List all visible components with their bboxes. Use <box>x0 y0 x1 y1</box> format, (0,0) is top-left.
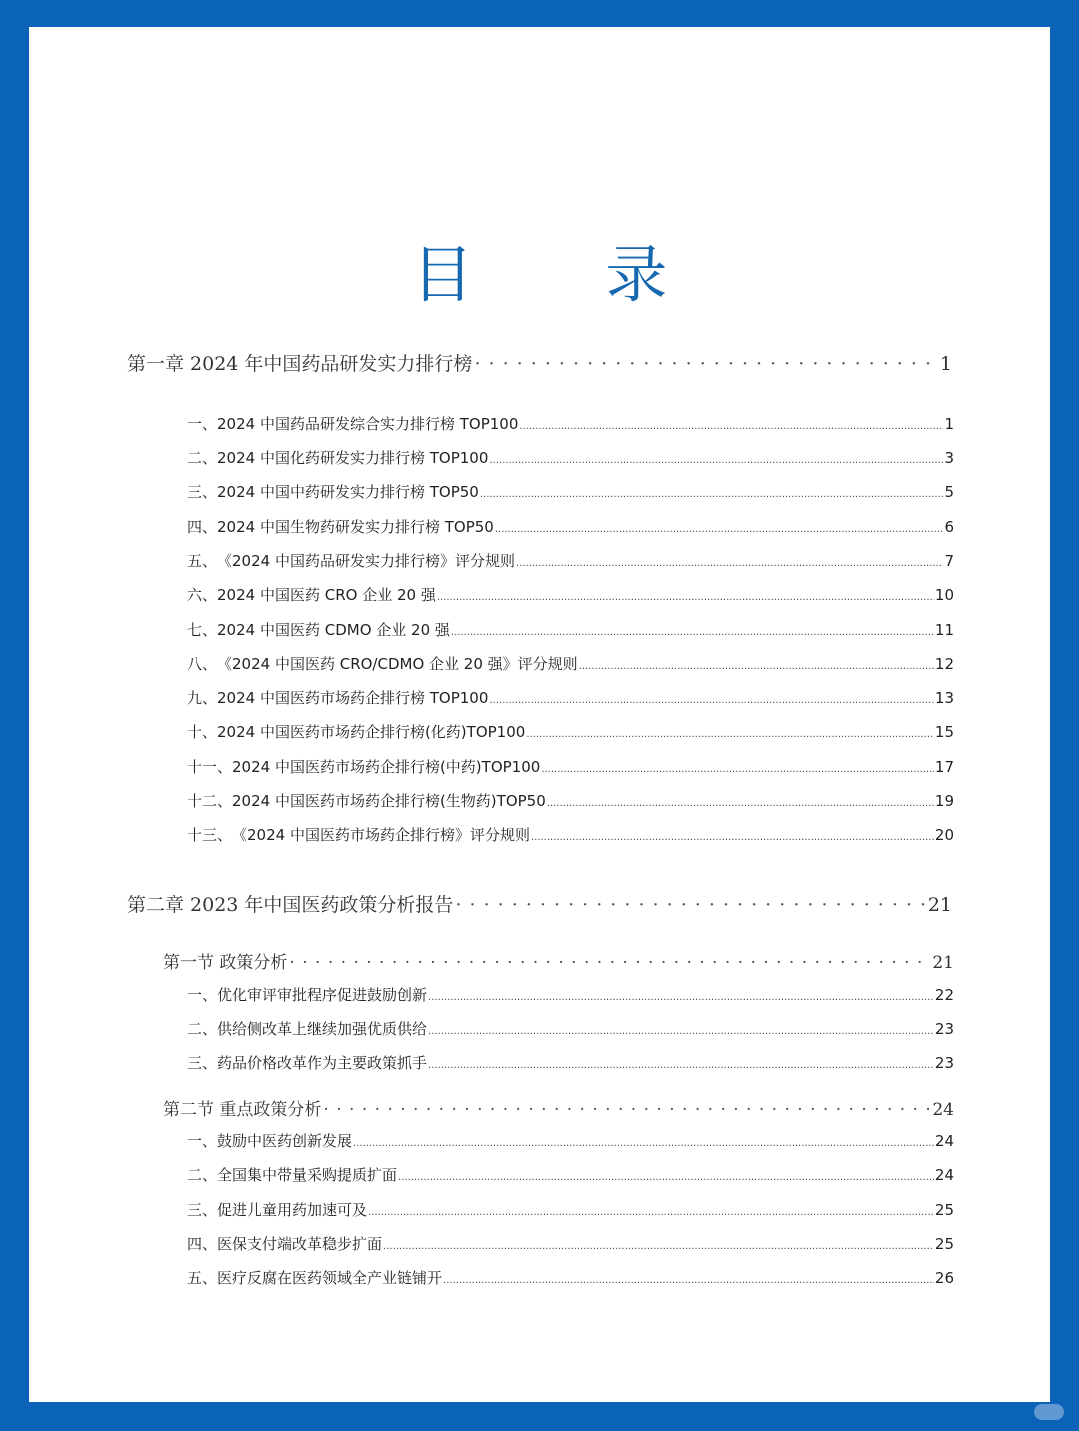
item-page-number: 19 <box>934 792 954 810</box>
item-number: 五、 <box>187 552 218 570</box>
item-number: 十、 <box>187 723 218 741</box>
item-label: 全国集中带量采购提质扩面 <box>217 1166 398 1184</box>
toc-section-1[interactable] <box>163 948 954 973</box>
toc-item[interactable] <box>187 516 954 537</box>
item-page-number: 13 <box>934 689 954 707</box>
dot-leader <box>443 1269 934 1287</box>
toc-item[interactable] <box>187 1164 954 1185</box>
toc-item[interactable] <box>187 790 954 811</box>
item-page-number: 25 <box>934 1235 954 1253</box>
toc-item[interactable] <box>187 1018 954 1039</box>
toc-item[interactable] <box>187 721 954 742</box>
item-number: 四、 <box>187 1235 218 1253</box>
toc-item[interactable] <box>187 619 954 640</box>
item-page-number: 12 <box>934 655 954 673</box>
item-page-number: 24 <box>934 1132 954 1150</box>
dot-leader <box>428 1054 934 1072</box>
item-number: 三、 <box>187 483 218 501</box>
item-page-number: 20 <box>934 826 954 844</box>
item-number: 九、 <box>187 689 218 707</box>
toc-item[interactable] <box>187 584 954 605</box>
toc-section-2[interactable] <box>163 1095 954 1120</box>
item-label: 2024 中国医药市场药企排行榜(生物药)TOP50 <box>232 792 546 810</box>
toc-item[interactable] <box>187 447 954 468</box>
dot-leader <box>353 1132 934 1150</box>
toc-item[interactable] <box>187 413 954 434</box>
item-number: 八、 <box>187 655 218 673</box>
item-number: 十三、 <box>187 826 233 844</box>
item-number: 十一、 <box>187 758 233 776</box>
dot-leader <box>383 1235 934 1253</box>
dot-leader <box>531 826 934 844</box>
chapter-page-number: 1 <box>939 353 952 375</box>
item-number: 七、 <box>187 621 218 639</box>
item-number: 一、 <box>187 1132 218 1150</box>
item-page-number: 11 <box>934 621 954 639</box>
dot-leader <box>519 415 943 433</box>
item-page-number: 7 <box>944 552 954 570</box>
toc-item[interactable] <box>187 1052 954 1073</box>
item-page-number: 10 <box>934 586 954 604</box>
dot-leader <box>489 449 943 467</box>
toc-item[interactable] <box>187 1130 954 1151</box>
toc-item[interactable] <box>187 687 954 708</box>
dot-leader <box>474 353 937 375</box>
item-label: 2024 中国中药研发实力排行榜 TOP50 <box>217 483 479 501</box>
item-page-number: 23 <box>934 1054 954 1072</box>
dot-leader <box>516 552 943 570</box>
item-label: 优化审评审批程序促进鼓励创新 <box>217 986 428 1004</box>
dot-leader <box>455 894 925 916</box>
item-label: 《2024 中国医药 CRO/CDMO 企业 20 强》评分规则 <box>217 655 578 673</box>
chapter-label: 第二章 2023 年中国医药政策分析报告 <box>127 894 454 916</box>
section-label: 第一节 政策分析 <box>163 953 288 973</box>
item-number: 一、 <box>187 986 218 1004</box>
item-label: 2024 中国医药 CDMO 企业 20 强 <box>217 621 450 639</box>
dot-leader <box>428 986 934 1004</box>
dot-leader <box>541 758 934 776</box>
item-label: 供给侧改革上继续加强优质供给 <box>217 1020 428 1038</box>
dot-leader <box>495 518 944 536</box>
item-number: 一、 <box>187 415 218 433</box>
toc-item[interactable] <box>187 1233 954 1254</box>
dot-leader <box>323 1100 930 1120</box>
toc-item[interactable] <box>187 756 954 777</box>
item-label: 促进儿童用药加速可及 <box>217 1201 368 1219</box>
dot-leader <box>437 586 934 604</box>
section-page-number: 24 <box>932 1100 954 1120</box>
section-label: 第二节 重点政策分析 <box>163 1100 322 1120</box>
dot-leader <box>451 621 934 639</box>
item-label: 2024 中国医药市场药企排行榜(中药)TOP100 <box>232 758 541 776</box>
item-label: 2024 中国化药研发实力排行榜 TOP100 <box>217 449 489 467</box>
item-page-number: 6 <box>944 518 954 536</box>
item-label: 2024 中国医药市场药企排行榜 TOP100 <box>217 689 489 707</box>
toc-item[interactable] <box>187 1267 954 1288</box>
dot-leader <box>489 689 934 707</box>
item-page-number: 5 <box>944 483 954 501</box>
toc-item[interactable] <box>187 653 954 674</box>
toc-item[interactable] <box>187 984 954 1005</box>
item-page-number: 23 <box>934 1020 954 1038</box>
item-page-number: 15 <box>934 723 954 741</box>
item-number: 三、 <box>187 1201 218 1219</box>
chapter-label: 第一章 2024 年中国药品研发实力排行榜 <box>127 353 473 375</box>
dot-leader <box>480 483 944 501</box>
toc-item[interactable] <box>187 481 954 502</box>
item-page-number: 24 <box>934 1166 954 1184</box>
item-number: 五、 <box>187 1269 218 1287</box>
dot-leader <box>428 1020 934 1038</box>
dot-leader <box>368 1201 934 1219</box>
watermark-badge <box>1034 1404 1064 1420</box>
dot-leader <box>526 723 934 741</box>
toc-chapter-2[interactable] <box>127 890 952 917</box>
item-number: 三、 <box>187 1054 218 1072</box>
item-label: 药品价格改革作为主要政策抓手 <box>217 1054 428 1072</box>
toc-item[interactable] <box>187 550 954 571</box>
dot-leader <box>398 1166 934 1184</box>
toc-chapter-1[interactable] <box>127 349 952 376</box>
item-number: 二、 <box>187 449 218 467</box>
document-page <box>29 27 1050 1402</box>
item-label: 医保支付端改革稳步扩面 <box>217 1235 383 1253</box>
item-page-number: 1 <box>944 415 954 433</box>
item-number: 二、 <box>187 1020 218 1038</box>
page-title: 目 录 <box>411 238 724 311</box>
item-label: 《2024 中国医药市场药企排行榜》评分规则 <box>232 826 530 844</box>
item-number: 二、 <box>187 1166 218 1184</box>
item-page-number: 22 <box>934 986 954 1004</box>
toc-item[interactable] <box>187 1199 954 1220</box>
item-label: 医疗反腐在医药领域全产业链铺开 <box>217 1269 443 1287</box>
item-page-number: 26 <box>934 1269 954 1287</box>
item-page-number: 25 <box>934 1201 954 1219</box>
item-label: 2024 中国医药市场药企排行榜(化药)TOP100 <box>217 723 526 741</box>
item-label: 2024 中国生物药研发实力排行榜 TOP50 <box>217 518 494 536</box>
item-label: 鼓励中医药创新发展 <box>217 1132 353 1150</box>
item-label: 2024 中国医药 CRO 企业 20 强 <box>217 586 436 604</box>
item-page-number: 3 <box>944 449 954 467</box>
dot-leader <box>289 953 930 973</box>
section-page-number: 21 <box>932 953 954 973</box>
item-number: 十二、 <box>187 792 233 810</box>
item-number: 六、 <box>187 586 218 604</box>
item-label: 《2024 中国药品研发实力排行榜》评分规则 <box>217 552 515 570</box>
item-label: 2024 中国药品研发综合实力排行榜 TOP100 <box>217 415 519 433</box>
item-number: 四、 <box>187 518 218 536</box>
item-page-number: 17 <box>934 758 954 776</box>
dot-leader <box>579 655 934 673</box>
toc-item[interactable] <box>187 824 954 845</box>
chapter-page-number: 21 <box>927 894 952 916</box>
dot-leader <box>547 792 934 810</box>
